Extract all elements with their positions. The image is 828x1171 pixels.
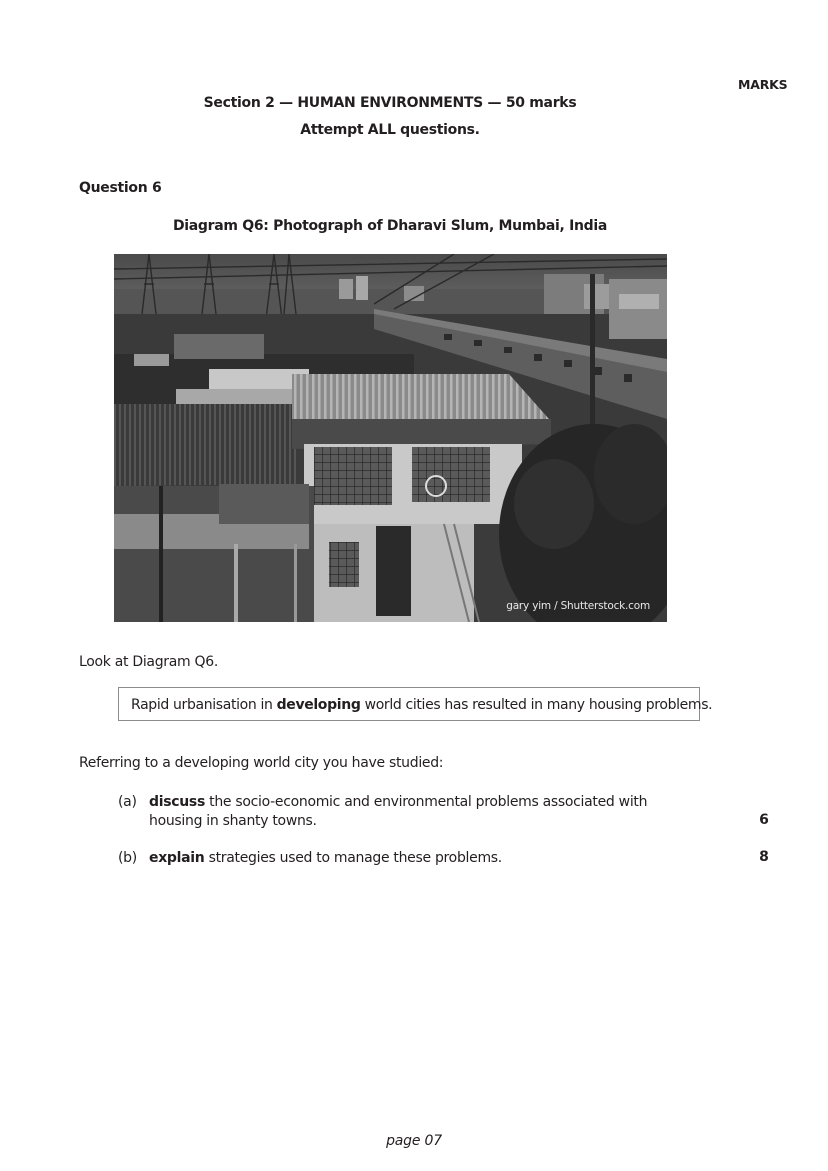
statement-text-before: Rapid urbanisation in <box>131 697 277 713</box>
command-word: explain <box>149 850 205 866</box>
command-word: discuss <box>149 794 205 810</box>
part-a-marks: 6 <box>759 812 769 828</box>
part-text: strategies used to manage these problems. <box>204 850 502 866</box>
photo-credit: gary yim / Shutterstock.com <box>506 600 650 612</box>
question-prompt: Referring to a developing world city you have studied: <box>79 755 444 771</box>
part-text: the socio-economic and environmental problems associated with housing in shanty towns. <box>149 794 648 829</box>
statement-text-after: world cities has resulted in many housing problems. <box>360 697 713 713</box>
look-at-diagram-text: Look at Diagram Q6. <box>79 654 218 670</box>
part-body <box>149 849 689 868</box>
part-b-marks: 8 <box>759 849 769 865</box>
dharavi-photograph <box>114 254 667 622</box>
statement-box <box>118 687 713 721</box>
diagram-caption: Diagram Q6: Photograph of Dharavi Slum, Mumbai, India <box>172 218 608 234</box>
question-part-a <box>118 793 778 833</box>
part-label: (a) <box>118 794 137 810</box>
statement-emphasis: developing <box>276 697 361 713</box>
part-label: (b) <box>118 850 137 866</box>
section-instruction: Attempt ALL questions. <box>300 122 480 138</box>
question-title: Question 6 <box>79 180 162 196</box>
question-part-b <box>118 849 778 869</box>
marks-column-header: MARKS <box>738 77 788 92</box>
page-number: page 07 <box>386 1133 442 1149</box>
part-body <box>149 793 689 831</box>
section-title: Section 2 — HUMAN ENVIRONMENTS — 50 marks <box>203 95 577 111</box>
